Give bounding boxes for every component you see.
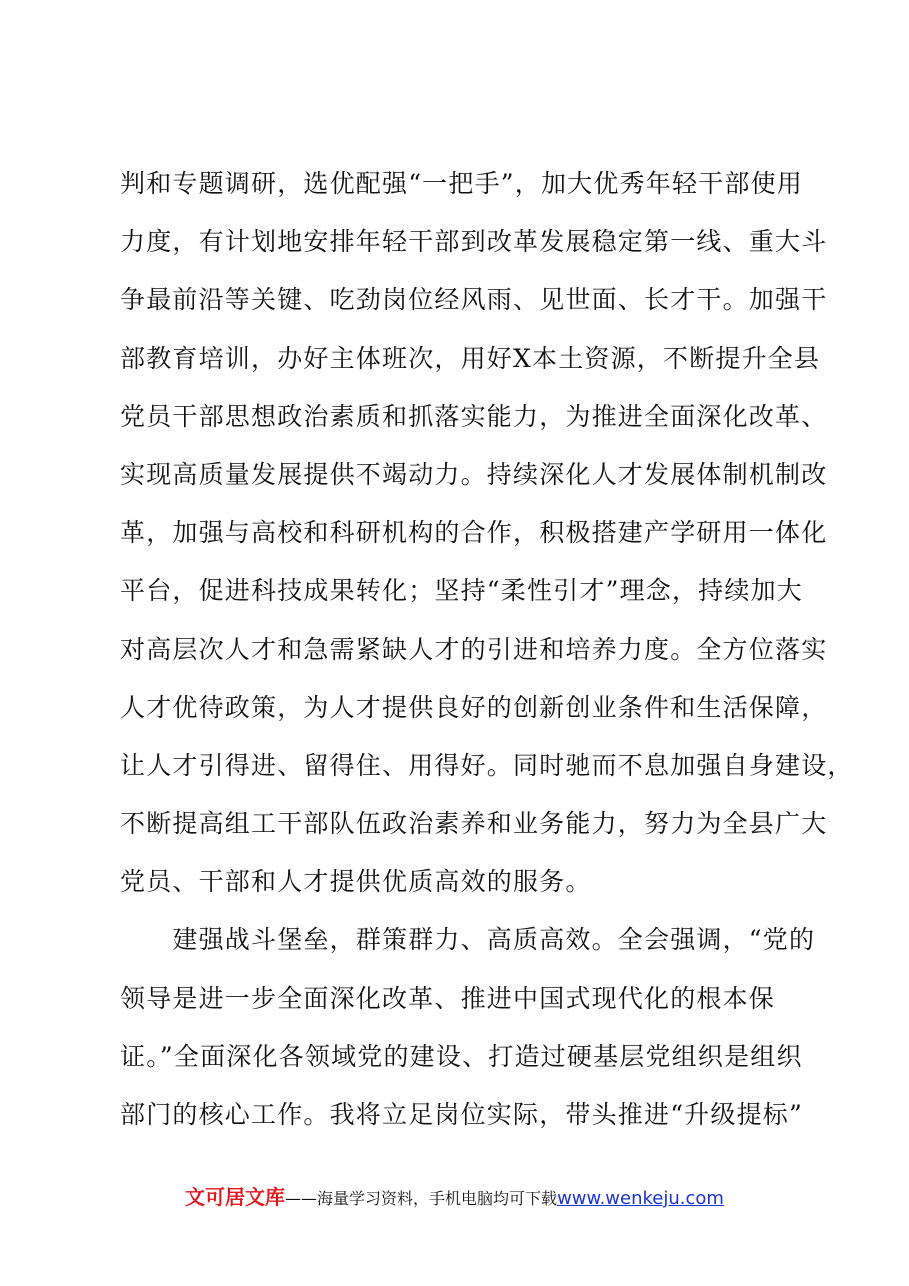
- text-line: 平台，促进科技成果转化；坚持“柔性引才”理念，持续加大: [120, 576, 803, 606]
- footer-tagline: ——海量学习资料，手机电脑均可下载: [285, 1189, 558, 1208]
- text-line: 让人才引得进、留得住、用得好。同时驰而不息加强自身建设，: [120, 750, 854, 780]
- text-line: 党员干部思想政治素质和抓落实能力，为推进全面深化改革、: [120, 401, 828, 431]
- page-footer: [0, 1181, 909, 1210]
- text-line: 不断提高组工干部队伍政治素养和业务能力，努力为全县广大: [120, 809, 828, 839]
- text-line: 革，加强与高校和科研机构的合作，积极搭建产学研用一体化: [120, 518, 828, 548]
- footer-brand: 文可居文库: [185, 1185, 286, 1209]
- text-line: 争最前沿等关键、吃劲岗位经风雨、见世面、长才干。加强干: [120, 285, 828, 315]
- document-body: [120, 155, 854, 1144]
- text-line: 部门的核心工作。我将立足岗位实际，带头推进“升级提标”: [120, 1100, 803, 1129]
- text-line: 对高层次人才和急需紧缺人才的引进和培养力度。全方位落实: [120, 634, 828, 664]
- text-line: 实现高质量发展提供不竭动力。持续深化人才发展体制机制改: [120, 459, 828, 489]
- text-line: 人才优待政策，为人才提供良好的创新创业条件和生活保障，: [120, 692, 828, 722]
- text-line: 领导是进一步全面深化改革、推进中国式现代化的根本保: [120, 983, 776, 1013]
- text-line: 建强战斗堡垒，群策群力、高质高效。全会强调，“党的: [120, 925, 816, 955]
- text-line: 力度，有计划地安排年轻干部到改革发展稳定第一线、重大斗: [120, 227, 828, 257]
- text-line: 判和专题调研，选优配强“一把手”，加大优秀年轻干部使用: [120, 169, 803, 198]
- text-line: 部教育培训，办好主体班次，用好X本土资源，不断提升全县: [120, 343, 821, 373]
- footer-website-link[interactable]: www.wenkeju.com: [557, 1188, 724, 1209]
- text-line: 党员、干部和人才提供优质高效的服务。: [120, 867, 592, 897]
- text-line: 证。”全面深化各领域党的建设、打造过硬基层党组织是组织: [120, 1041, 803, 1071]
